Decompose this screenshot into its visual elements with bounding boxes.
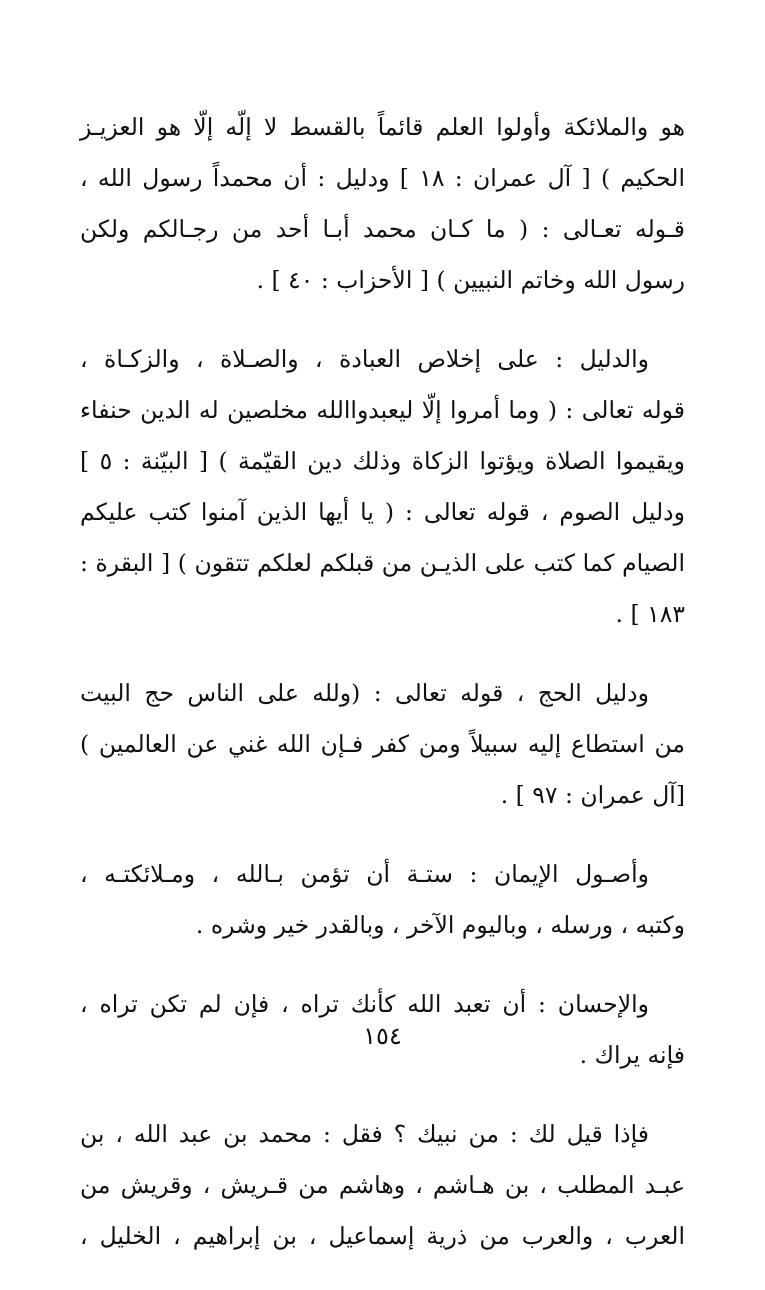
- text-line: والإحسان : أن تعبد الله كأنك تراه ، فإن لم تكن تراه ،: [80, 990, 649, 1018]
- paragraph-4: [80, 849, 685, 951]
- text-line: الحكيم ) [ آل عمران : ١٨ ] ودليل : أن محمداً رسول الله ،: [80, 164, 686, 192]
- text-line: هو والملائكة وأولوا العلم قائماً بالقسط لا إلّه إلّا هو العزيـز: [80, 113, 685, 141]
- text-line: قوله تعالى : ( وما أمروا إلّا ليعبدواالله مخلصين له الدين حنفاء: [80, 396, 685, 424]
- paragraph-2: [80, 334, 685, 640]
- text-line: فإذا قيل لك : من نبيك ؟ فقل : محمد بن عبد الله ، بن: [80, 1120, 649, 1148]
- text-line: والدليل : على إخلاص العبادة ، والصـلاة ، والزكـاة ،: [80, 345, 649, 373]
- text-line: من استطاع إليه سبيلاً ومن كفر فـإن الله غني عن العالمين ): [80, 730, 685, 758]
- text-line: وأصـول الإيمان : ستـة أن تؤمن بـالله ، ومـلائكتـه ،: [80, 860, 649, 888]
- text-line: وكتبه ، ورسله ، وباليوم الآخر ، وبالقدر خير وشره .: [195, 911, 685, 939]
- text-line: قـوله تعـالى : ( ما كـان محمد أبـا أحد من رجـالكم ولكن: [80, 215, 685, 243]
- text-line: الصيام كما كتب على الذيـن من قبلكم لعلكم تتقون ) [ البقرة :: [80, 549, 685, 577]
- text-line: العرب ، والعرب من ذرية إسماعيل ، بن إبراهيم ، الخليل ،: [80, 1222, 685, 1250]
- text-line: فإنه يراك .: [579, 1041, 685, 1069]
- text-line: ١٨٣ ] .: [615, 600, 685, 628]
- text-line: عبـد المطلب ، بن هـاشم ، وهاشم من قـريش ، وقريش من: [80, 1171, 685, 1199]
- page-body: [80, 102, 685, 1290]
- text-line: ويقيموا الصلاة ويؤتوا الزكاة وذلك دين القيّمة ) [ البيّنة : ٥ ]: [80, 447, 686, 475]
- text-line: ودليل الصوم ، قوله تعالى : ( يا أيها الذين آمنوا كتب عليكم: [80, 498, 685, 526]
- text-line: [آل عمران : ٩٧ ] .: [500, 781, 685, 809]
- text-line: ودليل الحج ، قوله تعالى : (ولله على الناس حج البيت: [80, 679, 649, 707]
- paragraph-6: [80, 1109, 685, 1262]
- paragraph-3: [80, 668, 685, 821]
- paragraph-1: [80, 102, 685, 306]
- text-line: رسول الله وخاتم النبيين ) [ الأحزاب : ٤٠ ] .: [256, 266, 685, 294]
- page-number: ١٥٤: [363, 1022, 402, 1050]
